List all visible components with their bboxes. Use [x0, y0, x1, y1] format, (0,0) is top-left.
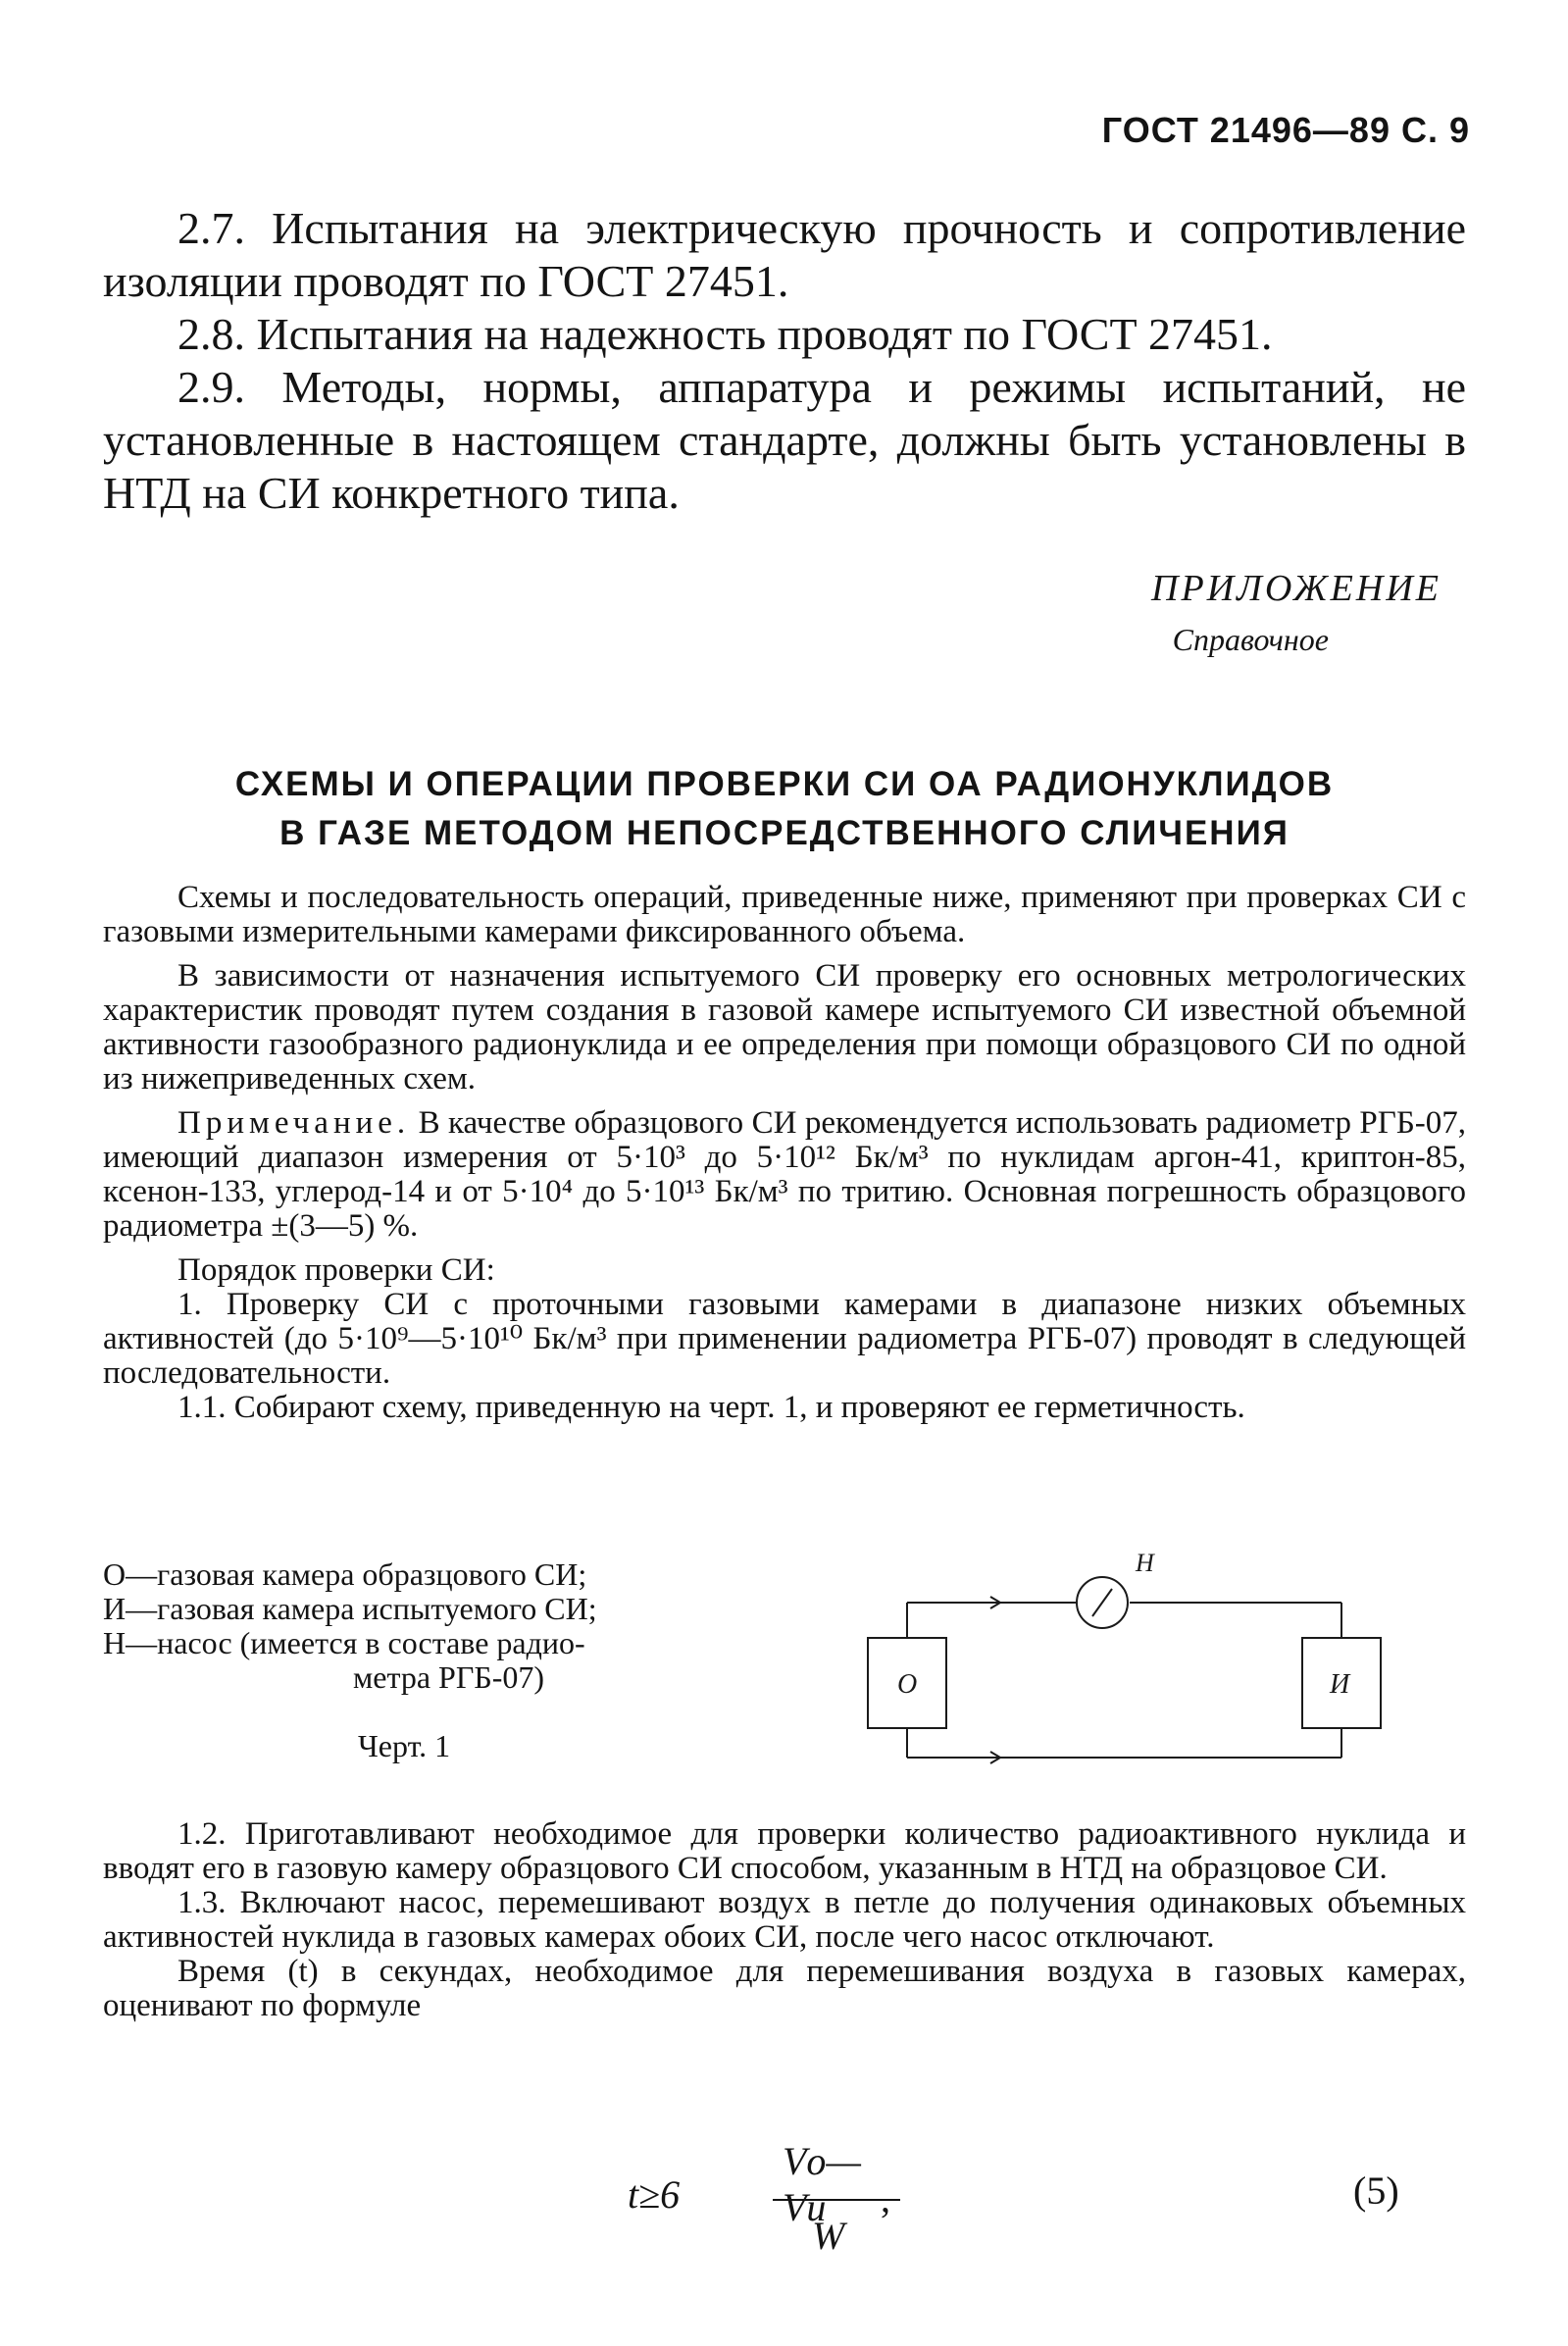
note-paragraph [103, 1106, 1466, 1244]
appendix-heading [103, 760, 1466, 858]
legend-line-n: Н—насос (имеется в составе радио- [103, 1625, 585, 1660]
formula-denominator: W [812, 2214, 845, 2258]
procedure-steps [103, 1817, 1466, 2033]
appendix-type: Справочное [1172, 622, 1329, 657]
equation-number: (5) [1353, 2168, 1399, 2213]
section-2-block [103, 202, 1466, 520]
figure-caption: Черт. 1 [358, 1728, 451, 1763]
figure-legend [103, 1557, 770, 1695]
heading-line-2: В ГАЗЕ МЕТОДОМ НЕПОСРЕДСТВЕННОГО СЛИЧЕНИЯ [279, 814, 1290, 852]
legend-line-n-cont: метра РГБ-07) [353, 1659, 545, 1695]
pump-blade [1092, 1589, 1112, 1616]
paragraph-2-9: 2.9. Методы, нормы, аппаратура и режимы испытаний, не установленные в настоящем стандарте, должны быть установлены в НТД на СИ конкретного типа. [103, 362, 1466, 518]
procedure-step-1-2: 1.2. Приготавливают необходимое для проверки количество радиоактивного нуклида и вводят его в газовую камеру образцового СИ способом, указанным в НТД на образцовое СИ. [103, 1816, 1466, 1886]
loop-diagram [843, 1552, 1412, 1787]
intro-paragraph-1: Схемы и последовательность операций, приведенные ниже, применяют при проверках СИ с газовыми измерительными камерами фиксированного объема. [103, 880, 1466, 949]
intro-paragraph-2: В зависимости от назначения испытуемого СИ проверку его основных метрологических характеристик проводят путем создания в газовой камере испытуемого СИ известной объемной активности газообразного радионуклида и ее определения при помощи образцового СИ по одной из нижеприведенных схем. [103, 958, 1466, 1096]
reference-chamber-label: О [897, 1669, 918, 1700]
formula-comma: , [881, 2176, 890, 2220]
formula-intro: Время (t) в секундах, необходимое для перемешивания воздуха в газовых камерах, оценивают по формуле [103, 1954, 1466, 2023]
appendix-label [1030, 567, 1442, 658]
procedure-heading: Порядок проверки СИ: [177, 1252, 495, 1288]
note-text: В качестве образцового СИ рекомендуется использовать радиометр РГБ-07, имеющий диапазон измерения от 5·10³ до 5·10¹² Бк/м³ по нуклидам аргон-41, криптон-85, ксенон-133, углерод-14 и от 5·10⁴ до 5·10¹³ Бк/м³ по тритию. Основная погрешность образцового радиометра ±(3—5) %. [103, 1105, 1467, 1244]
procedure-step-1-3: 1.3. Включают насос, перемешивают воздух в петле до получения одинаковых объемных активностей нуклида в газовых камерах обоих СИ, после чего насос отключают. [103, 1885, 1466, 1955]
paragraph-2-8: 2.8. Испытания на надежность проводят по ГОСТ 27451. [177, 309, 1273, 359]
legend-line-i: И—газовая камера испытуемого СИ; [103, 1591, 597, 1626]
procedure-step-1: 1. Проверку СИ с проточными газовыми камерами в диапазоне низких объемных активностей (до 5·10⁹—5·10¹⁰ Бк/м³ при применении радиометра РГБ-07) проводят в следующей последовательности. [103, 1287, 1466, 1391]
appendix-title: ПРИЛОЖЕНИЕ [1151, 568, 1442, 609]
note-label: Примечание. [177, 1105, 411, 1141]
running-header: ГОСТ 21496—89 С. 9 [1101, 110, 1470, 150]
tested-chamber-label: И [1330, 1669, 1350, 1700]
formula-numerator: Vо—Vи [783, 2139, 861, 2229]
appendix-body [103, 881, 1466, 1435]
formula-lhs: t≥6 [628, 2172, 681, 2217]
formula-5 [628, 2138, 902, 2285]
procedure-step-1-1: 1.1. Собирают схему, приведенную на черт. 1, и проверяют ее герметичность. [177, 1390, 1245, 1425]
legend-line-o: О—газовая камера образцового СИ; [103, 1556, 587, 1592]
heading-line-1: СХЕМЫ И ОПЕРАЦИИ ПРОВЕРКИ СИ ОА РАДИОНУКЛИДОВ [234, 765, 1335, 803]
paragraph-2-7: 2.7. Испытания на электрическую прочность и сопротивление изоляции проводят по ГОСТ 27451. [103, 203, 1466, 306]
pump-label: Н [1136, 1552, 1154, 1577]
